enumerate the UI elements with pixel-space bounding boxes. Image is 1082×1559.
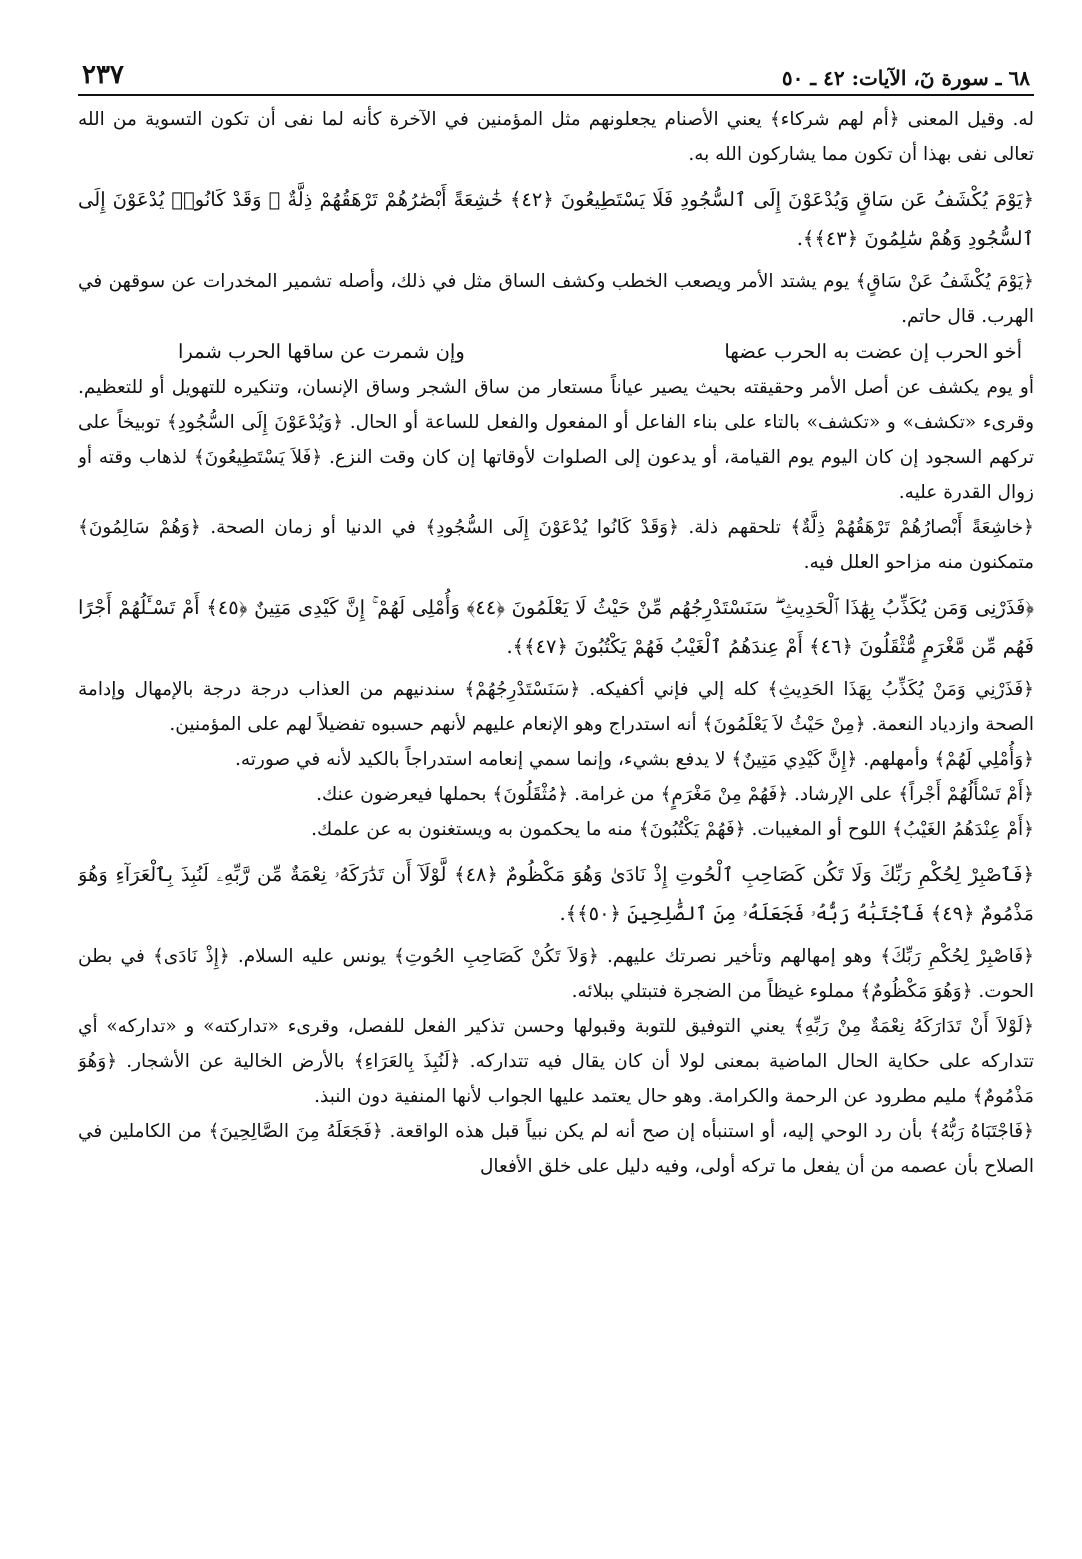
quran-verse-block: ﴿فَٱصْبِرْ لِحُكْمِ رَبِّكَ وَلَا تَكُن كَصَاحِبِ ٱلْحُوتِ إِذْ نَادَىٰ وَهُوَ مَكْظُومٌ ﴿٤٨﴾ لَّوْلَآ أَن تَدَٰرَكَهُۥ نِعْمَةٌ مِّن رَّبِّهِۦ لَنُبِذَ بِٱلْعَرَآءِ وَهُوَ مَذْمُومٌ ﴿٤٩﴾ فَٱجْتَبَٰهُ رَبُّهُۥ فَجَعَلَهُۥ مِنَ ٱلصَّٰلِحِينَ ﴿٥٠﴾﴾. xyxy=(78,863,1034,925)
paragraph: أو يوم يكشف عن أصل الأمر وحقيقته بحيث يصير عياناً مستعار من ساق الشجر وساق الإنسان، وتنكيره للتهويل أو للتعظيم. وقرىء «تكشف» و «تكشف» بالتاء على بناء الفاعل أو المفعول والفعل للساعة أو الحال. ﴿وَيُدْعَوْنَ إِلَى السُّجُودِ﴾ توبيخاً على تركهم السجود إن كان اليوم يوم القيامة، أو يدعون إلى الصلوات لأوقاتها إن كان وقت النزع. ﴿فَلاَ يَسْتَطِيعُونَ﴾ لذهاب وقته أو زوال القدرة عليه. xyxy=(78,377,1034,503)
paragraph: ﴿أَمْ عِنْدَهُمُ الغَيْبُ﴾ اللوح أو المغيبات. ﴿فَهُمْ يَكْتُبُونَ﴾ منه ما يحكمون به ويستغنون به عن علمك. xyxy=(311,819,1034,840)
page-number: ٢٣٧ xyxy=(82,60,124,90)
page-body xyxy=(78,96,1034,1184)
paragraph: ﴿أَمْ تَسْأَلُهُمْ أَجْراً﴾ على الإرشاد. ﴿فَهُمْ مِنْ مَغْرَمٍ﴾ من غرامة. ﴿مُثْقَلُونَ﴾ بحملها فيعرضون عنك. xyxy=(316,784,1034,805)
running-head: ٦٨ ـ سورة نٓ، الآيات: ٤٢ ـ ٥٠ xyxy=(781,66,1030,90)
page-header xyxy=(78,54,1034,96)
poem-first-hemistich: أخو الحرب إن عضت به الحرب عضها xyxy=(724,340,1022,363)
quran-verse-block: ﴿فَذَرْنِى وَمَن يُكَذِّبُ بِهَٰذَا ٱلْحَدِيثِ ۖ سَنَسْتَدْرِجُهُم مِّنْ حَيْثُ لَا يَعْلَمُونَ ﴿٤٤﴾ وَأُمْلِى لَهُمْ ۚ إِنَّ كَيْدِى مَتِينٌ ﴿٤٥﴾ أَمْ تَسْـَٔلُهُمْ أَجْرًا فَهُم مِّن مَّغْرَمٍ مُّثْقَلُونَ ﴿٤٦﴾ أَمْ عِندَهُمُ ٱلْغَيْبُ فَهُمْ يَكْتُبُونَ ﴿٤٧﴾﴾. xyxy=(78,596,1034,658)
paragraph: ﴿وَأُمْلِي لَهُمْ﴾ وأمهلهم. ﴿إِنَّ كَيْدِي مَتِينٌ﴾ لا يدفع بشيء، وإنما سمي إنعامه استدراجاً بالكيد لأنه في صورته. xyxy=(234,749,1034,770)
paragraph: ﴿فَذَرْنِي وَمَنْ يُكَذِّبُ بِهَذَا الحَدِيثِ﴾ كله إلي فإني أكفيكه. ﴿سَنَسْتَدْرِجُهُمْ﴾ سندنيهم من العذاب درجة درجة بالإمهال وإدامة الصحة وازدياد النعمة. ﴿مِنْ حَيْثُ لاَ يَعْلَمُونَ﴾ أنه استدراج وهو الإنعام عليهم لأنهم حسبوه تفضيلاً لهم على المؤمنين. xyxy=(78,679,1034,735)
paragraph: ﴿خاشِعَةً أَبْصارُهُمْ تَرْهَقُهُمْ ذِلَّةٌ﴾ تلحقهم ذلة. ﴿وَقَدْ كَانُوا يُدْعَوْنَ إِلَى السُّجُودِ﴾ في الدنيا أو زمان الصحة. ﴿وَهُمْ سَالِمُونَ﴾ متمكنون منه مزاحو العلل فيه. xyxy=(78,517,1034,573)
paragraph: ﴿فَاجْتَبَاهُ رَبُّهُ﴾ بأن رد الوحي إليه، أو استنبأه إن صح أنه لم يكن نبياً قبل هذه الواقعة. ﴿فَجَعَلَهُ مِنَ الصَّالِحِينَ﴾ من الكاملين في الصلاح بأن عصمه من أن يفعل ما تركه أولى، وفيه دليل على خلق الأفعال xyxy=(78,1121,1034,1177)
paragraph: ﴿يَوْمَ يُكْشَفُ عَنْ سَاقٍ﴾ يوم يشتد الأمر ويصعب الخطب وكشف الساق مثل في ذلك، وأصله تشمير المخدرات عن سوقهن في الهرب. قال حاتم. xyxy=(78,271,1034,327)
paragraph: ﴿فَاصْبِرْ لِحُكْمِ رَبِّكَ﴾ وهو إمهالهم وتأخير نصرتك عليهم. ﴿وَلاَ تَكُنْ كَصَاحِبِ الحُوتِ﴾ يونس عليه السلام. ﴿إِذْ نَادَى﴾ في بطن الحوت. ﴿وَهُوَ مَكْظُومٌ﴾ مملوء غيظاً من الضجرة فتبتلي ببلائه. xyxy=(78,946,1034,1002)
paragraph: ﴿لَوْلاَ أَنْ تَدَارَكَهُ نِعْمَةٌ مِنْ رَبِّهِ﴾ يعني التوفيق للتوبة وقبولها وحسن تذكير الفعل للفصل، وقرىء «تداركته» و «تداركه» أي تتداركه على حكاية الحال الماضية بمعنى لولا أن كان يقال فيه تتداركه. ﴿لَنُبِذَ بِالعَرَاءِ﴾ بالأرض الخالية عن الأشجار. ﴿وَهُوَ مَذْمُومٌ﴾ مليم مطرود عن الرحمة والكرامة. وهو حال يعتمد عليها الجواب لأنها المنفية دون النبذ. xyxy=(78,1016,1034,1107)
quran-verse-block: ﴿يَوْمَ يُكْشَفُ عَن سَاقٍ وَيُدْعَوْنَ إِلَى ٱلسُّجُودِ فَلَا يَسْتَطِيعُونَ ﴿٤٢﴾ خَٰشِعَةً أَبْصَٰرُهُمْ تَرْهَقُهُمْ ذِلَّةٌ ۖ وَقَدْ كَانُوا۟ يُدْعَوْنَ إِلَى ٱلسُّجُودِ وَهُمْ سَٰلِمُونَ ﴿٤٣﴾﴾. xyxy=(78,188,1034,250)
book-page xyxy=(78,54,1034,1544)
paragraph: له. وقيل المعنى ﴿أم لهم شركاء﴾ يعني الأصنام يجعلونهم مثل المؤمنين في الآخرة كأنه لما نفى أن تكون التسوية من الله تعالى نفى بهذا أن تكون مما يشاركون الله به. xyxy=(78,109,1034,165)
poem-verse xyxy=(78,334,1034,370)
poem-second-hemistich: وإن شمرت عن ساقها الحرب شمرا xyxy=(178,340,465,363)
